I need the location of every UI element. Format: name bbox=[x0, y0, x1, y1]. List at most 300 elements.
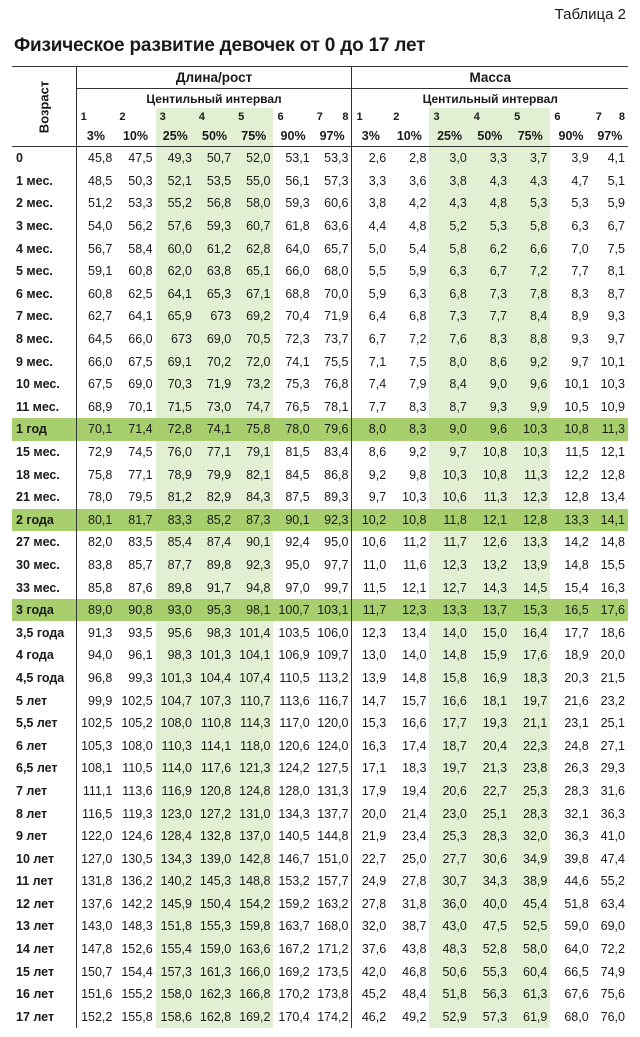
mass-value-cell: 17,6 bbox=[592, 599, 628, 622]
mass-value-cell: 4,1 bbox=[607, 151, 625, 166]
height-value-cell: 151,6 bbox=[81, 987, 113, 1002]
height-value-cell: 170,4 bbox=[278, 1009, 310, 1024]
height-value-cell: 128,0 bbox=[278, 783, 310, 798]
mass-value-cell: 67,6 bbox=[564, 987, 589, 1002]
age-cell: 15 лет bbox=[12, 960, 76, 983]
mass-value-cell: 13,3 bbox=[510, 531, 550, 554]
age-cell: 7 лет bbox=[12, 780, 76, 803]
mass-value-cell: 14,2 bbox=[564, 535, 589, 550]
age-cell: 6 лет bbox=[12, 734, 76, 757]
mass-value-cell: 34,3 bbox=[470, 870, 510, 893]
mass-value-cell: 17,7 bbox=[564, 625, 589, 640]
height-value-cell: 121,3 bbox=[234, 757, 273, 780]
height-value-cell: 78,0 bbox=[273, 418, 312, 441]
mass-interval-number: 4 bbox=[470, 108, 510, 125]
mass-value-cell: 61,9 bbox=[510, 1006, 550, 1029]
mass-value-cell: 23,2 bbox=[600, 693, 625, 708]
mass-value-cell: 28,3 bbox=[470, 825, 510, 848]
mass-value-cell: 39,8 bbox=[564, 851, 589, 866]
mass-value-cell: 12,3 bbox=[361, 625, 387, 640]
height-value-cell: 122,0 bbox=[81, 829, 113, 844]
height-value-cell: 169,2 bbox=[234, 1006, 273, 1029]
height-value-cell: 70,1 bbox=[128, 399, 153, 414]
mass-value-cell: 7,7 bbox=[470, 305, 510, 328]
mass-value-cell: 50,6 bbox=[429, 960, 469, 983]
mass-value-cell: 4,4 bbox=[368, 219, 387, 234]
height-value-cell: 101,3 bbox=[156, 667, 195, 690]
table-row bbox=[12, 576, 628, 599]
mass-value-cell: 10,8 bbox=[470, 441, 510, 464]
age-cell: 21 мес. bbox=[12, 486, 76, 509]
height-value-cell: 53,3 bbox=[313, 147, 352, 170]
height-value-cell: 100,7 bbox=[273, 599, 312, 622]
height-value-cell: 116,5 bbox=[81, 806, 113, 821]
mass-value-cell: 5,3 bbox=[571, 196, 589, 211]
height-value-cell: 144,8 bbox=[313, 825, 352, 848]
mass-value-cell: 52,5 bbox=[510, 915, 550, 938]
height-value-cell: 117,0 bbox=[279, 716, 310, 731]
mass-value-cell: 42,0 bbox=[361, 964, 387, 979]
mass-value-cell: 21,5 bbox=[600, 670, 625, 685]
height-value-cell: 120,8 bbox=[195, 780, 234, 803]
mass-value-cell: 23,8 bbox=[510, 757, 550, 780]
mass-value-cell: 8,6 bbox=[470, 350, 510, 373]
height-value-cell: 155,8 bbox=[121, 1009, 153, 1024]
table-row bbox=[12, 531, 628, 554]
height-value-cell: 134,3 bbox=[278, 806, 310, 821]
height-value-cell: 66,0 bbox=[285, 264, 310, 279]
height-value-cell: 94,0 bbox=[88, 648, 113, 663]
mass-value-cell: 6,7 bbox=[470, 260, 510, 283]
height-value-cell: 72,0 bbox=[234, 350, 273, 373]
height-value-cell: 145,9 bbox=[156, 893, 195, 916]
height-value-cell: 48,5 bbox=[88, 173, 113, 188]
mass-value-cell: 72,2 bbox=[600, 942, 625, 957]
height-value-cell: 158,6 bbox=[156, 1006, 195, 1029]
height-value-cell: 87,4 bbox=[195, 531, 234, 554]
mass-value-cell: 9,7 bbox=[571, 354, 589, 369]
mass-value-cell: 14,8 bbox=[402, 670, 427, 685]
mass-value-cell: 9,0 bbox=[470, 373, 510, 396]
mass-value-cell: 5,2 bbox=[429, 215, 469, 238]
mass-value-cell: 9,6 bbox=[510, 373, 550, 396]
height-value-cell: 152,2 bbox=[81, 1009, 113, 1024]
mass-value-cell: 3,3 bbox=[368, 173, 387, 188]
height-value-cell: 71,9 bbox=[313, 305, 352, 328]
height-value-cell: 93,0 bbox=[156, 599, 195, 622]
mass-value-cell: 3,8 bbox=[368, 196, 387, 211]
height-value-cell: 67,1 bbox=[234, 283, 273, 306]
height-value-cell: 166,8 bbox=[234, 983, 273, 1006]
height-value-cell: 153,2 bbox=[278, 874, 310, 889]
mass-value-cell: 24,9 bbox=[361, 874, 387, 889]
height-value-cell: 103,1 bbox=[313, 599, 352, 622]
mass-value-cell: 5,9 bbox=[409, 264, 427, 279]
height-value-cell: 65,9 bbox=[156, 305, 195, 328]
height-value-cell: 51,2 bbox=[88, 196, 113, 211]
mass-value-cell: 9,7 bbox=[607, 332, 625, 347]
mass-value-cell: 20,0 bbox=[361, 806, 387, 821]
mass-value-cell: 8,0 bbox=[429, 350, 469, 373]
height-value-cell: 89,3 bbox=[313, 486, 352, 509]
height-value-cell: 96,8 bbox=[88, 670, 113, 685]
height-value-cell: 127,2 bbox=[195, 802, 234, 825]
table-row bbox=[12, 938, 628, 961]
age-cell: 5,5 лет bbox=[12, 712, 76, 735]
height-value-cell: 84,5 bbox=[285, 467, 310, 482]
page-title: Физическое развитие девочек от 0 до 17 лет bbox=[14, 35, 426, 56]
age-cell: 11 мес. bbox=[12, 396, 76, 419]
mass-value-cell: 4,3 bbox=[470, 170, 510, 193]
mass-value-cell: 51,8 bbox=[564, 896, 589, 911]
height-value-cell: 150,7 bbox=[81, 964, 113, 979]
mass-value-cell: 26,3 bbox=[564, 761, 589, 776]
mass-value-cell: 16,6 bbox=[402, 716, 427, 731]
height-percentile-header: 3% bbox=[76, 125, 115, 147]
mass-value-cell: 9,2 bbox=[368, 467, 387, 482]
height-value-cell: 124,6 bbox=[121, 829, 153, 844]
age-cell: 16 лет bbox=[12, 983, 76, 1006]
height-value-cell: 61,8 bbox=[285, 219, 310, 234]
height-value-cell: 75,8 bbox=[88, 467, 113, 482]
height-value-cell: 99,3 bbox=[128, 670, 153, 685]
height-value-cell: 67,5 bbox=[88, 377, 113, 392]
mass-value-cell: 10,8 bbox=[389, 509, 429, 532]
height-value-cell: 171,2 bbox=[313, 938, 352, 961]
height-value-cell: 68,8 bbox=[285, 286, 310, 301]
height-value-cell: 90,8 bbox=[115, 599, 155, 622]
height-value-cell: 62,0 bbox=[156, 260, 195, 283]
mass-percentile-header: 90% bbox=[550, 125, 591, 147]
height-value-cell: 159,2 bbox=[278, 896, 310, 911]
mass-value-cell: 16,6 bbox=[429, 689, 469, 712]
height-value-cell: 47,5 bbox=[128, 151, 153, 166]
height-value-cell: 58,4 bbox=[128, 241, 153, 256]
mass-value-cell: 52,8 bbox=[470, 938, 510, 961]
height-value-cell: 69,0 bbox=[195, 328, 234, 351]
height-value-cell: 76,5 bbox=[285, 399, 310, 414]
mass-value-cell: 55,2 bbox=[600, 874, 625, 889]
height-value-cell: 91,3 bbox=[88, 625, 113, 640]
mass-value-cell: 3,7 bbox=[510, 147, 550, 170]
mass-value-cell: 11,5 bbox=[362, 580, 387, 595]
mass-value-cell: 8,0 bbox=[352, 418, 389, 441]
height-value-cell: 57,6 bbox=[156, 215, 195, 238]
height-value-cell: 82,9 bbox=[195, 486, 234, 509]
mass-value-cell: 34,9 bbox=[510, 847, 550, 870]
height-value-cell: 101,3 bbox=[195, 644, 234, 667]
height-value-cell: 151,0 bbox=[313, 847, 352, 870]
age-cell: 3 года bbox=[12, 599, 76, 622]
mass-value-cell: 25,1 bbox=[470, 802, 510, 825]
mass-value-cell: 23,0 bbox=[429, 802, 469, 825]
mass-value-cell: 6,4 bbox=[368, 309, 387, 324]
mass-value-cell: 9,2 bbox=[409, 445, 427, 460]
mass-value-cell: 30,6 bbox=[470, 847, 510, 870]
height-value-cell: 128,4 bbox=[156, 825, 195, 848]
height-interval-number: 1 bbox=[80, 110, 87, 123]
height-value-cell: 69,1 bbox=[156, 350, 195, 373]
age-cell: 8 мес. bbox=[12, 328, 76, 351]
height-value-cell: 56,7 bbox=[88, 241, 113, 256]
height-value-cell: 134,3 bbox=[156, 847, 195, 870]
height-value-cell: 84,3 bbox=[234, 486, 273, 509]
mass-value-cell: 5,1 bbox=[607, 173, 625, 188]
mass-value-cell: 4,3 bbox=[429, 192, 469, 215]
height-value-cell: 147,8 bbox=[81, 942, 113, 957]
mass-value-cell: 19,3 bbox=[470, 712, 510, 735]
height-value-cell: 159,0 bbox=[195, 938, 234, 961]
height-value-cell: 83,8 bbox=[88, 557, 113, 572]
mass-value-cell: 20,3 bbox=[564, 670, 589, 685]
height-value-cell: 62,5 bbox=[128, 286, 153, 301]
height-value-cell: 63,6 bbox=[313, 215, 352, 238]
height-value-cell: 95,0 bbox=[313, 531, 352, 554]
age-cell: 4 мес. bbox=[12, 237, 76, 260]
height-value-cell: 145,3 bbox=[195, 870, 234, 893]
table-row bbox=[12, 373, 628, 396]
age-cell: 27 мес. bbox=[12, 531, 76, 554]
table-row bbox=[12, 757, 628, 780]
mass-value-cell: 11,8 bbox=[429, 509, 469, 532]
height-value-cell: 113,6 bbox=[279, 693, 310, 708]
mass-value-cell: 16,4 bbox=[510, 621, 550, 644]
height-value-cell: 157,3 bbox=[156, 960, 195, 983]
mass-interval-number: 7 8 bbox=[595, 110, 625, 123]
mass-value-cell: 25,0 bbox=[402, 851, 427, 866]
mass-value-cell: 25,1 bbox=[600, 716, 625, 731]
mass-value-cell: 36,0 bbox=[429, 893, 469, 916]
mass-percentile-header: 97% bbox=[592, 125, 628, 147]
height-value-cell: 120,6 bbox=[278, 738, 310, 753]
mass-value-cell: 6,7 bbox=[607, 219, 625, 234]
height-value-cell: 170,2 bbox=[278, 987, 310, 1002]
height-value-cell: 94,8 bbox=[234, 576, 273, 599]
height-value-cell: 98,1 bbox=[234, 599, 273, 622]
mass-value-cell: 8,4 bbox=[510, 305, 550, 328]
mass-value-cell: 10,2 bbox=[352, 509, 389, 532]
height-value-cell: 74,1 bbox=[195, 418, 234, 441]
height-value-cell: 673 bbox=[156, 328, 195, 351]
mass-value-cell: 10,3 bbox=[510, 418, 550, 441]
mass-value-cell: 8,4 bbox=[429, 373, 469, 396]
age-cell: 3 мес. bbox=[12, 215, 76, 238]
height-value-cell: 79,6 bbox=[313, 418, 352, 441]
height-value-cell: 70,5 bbox=[234, 328, 273, 351]
mass-value-cell: 12,8 bbox=[564, 490, 589, 505]
mass-value-cell: 36,3 bbox=[564, 829, 589, 844]
mass-value-cell: 4,3 bbox=[510, 170, 550, 193]
mass-value-cell: 31,6 bbox=[600, 783, 625, 798]
height-percentile-header: 90% bbox=[273, 125, 312, 147]
age-cell: 6,5 лет bbox=[12, 757, 76, 780]
height-value-cell: 89,8 bbox=[156, 576, 195, 599]
mass-value-cell: 40,0 bbox=[470, 893, 510, 916]
height-value-cell: 90,1 bbox=[273, 509, 312, 532]
height-value-cell: 83,3 bbox=[156, 509, 195, 532]
mass-value-cell: 55,3 bbox=[470, 960, 510, 983]
height-value-cell: 106,0 bbox=[313, 621, 352, 644]
mass-value-cell: 8,1 bbox=[607, 264, 625, 279]
mass-value-cell: 12,1 bbox=[470, 509, 510, 532]
mass-value-cell: 7,0 bbox=[571, 241, 589, 256]
height-value-cell: 142,2 bbox=[121, 896, 153, 911]
height-value-cell: 72,8 bbox=[156, 418, 195, 441]
height-value-cell: 81,7 bbox=[115, 509, 155, 532]
height-value-cell: 151,8 bbox=[156, 915, 195, 938]
mass-value-cell: 6,7 bbox=[368, 332, 387, 347]
age-cell: 30 мес. bbox=[12, 554, 76, 577]
height-value-cell: 105,2 bbox=[121, 716, 153, 731]
height-value-cell: 106,9 bbox=[278, 648, 310, 663]
mass-value-cell: 16,9 bbox=[470, 667, 510, 690]
height-value-cell: 74,5 bbox=[128, 445, 153, 460]
mass-value-cell: 14,1 bbox=[592, 509, 628, 532]
table-row bbox=[12, 170, 628, 193]
height-value-cell: 96,1 bbox=[128, 648, 153, 663]
mass-value-cell: 7,7 bbox=[368, 399, 387, 414]
height-interval-number: 7 8 bbox=[313, 108, 352, 125]
mass-value-cell: 10,1 bbox=[600, 354, 625, 369]
height-value-cell: 71,9 bbox=[195, 373, 234, 396]
height-value-cell: 85,8 bbox=[88, 580, 113, 595]
table-row bbox=[12, 689, 628, 712]
height-value-cell: 65,7 bbox=[313, 237, 352, 260]
mass-value-cell: 7,5 bbox=[607, 241, 625, 256]
height-value-cell: 69,2 bbox=[234, 305, 273, 328]
mass-value-cell: 21,9 bbox=[361, 829, 387, 844]
mass-value-cell: 8,7 bbox=[607, 286, 625, 301]
mass-value-cell: 20,6 bbox=[429, 780, 469, 803]
mass-value-cell: 69,0 bbox=[600, 919, 625, 934]
height-percentile-header: 10% bbox=[115, 125, 155, 147]
height-interval-number: 4 bbox=[195, 108, 234, 125]
mass-value-cell: 49,2 bbox=[402, 1009, 427, 1024]
mass-value-cell: 44,6 bbox=[564, 874, 589, 889]
mass-value-cell: 75,6 bbox=[600, 987, 625, 1002]
height-value-cell: 152,6 bbox=[121, 942, 153, 957]
table-row bbox=[12, 509, 628, 532]
height-value-cell: 137,7 bbox=[313, 802, 352, 825]
height-value-cell: 60,7 bbox=[234, 215, 273, 238]
mass-value-cell: 18,3 bbox=[510, 667, 550, 690]
table-row bbox=[12, 554, 628, 577]
table-row bbox=[12, 621, 628, 644]
height-value-cell: 158,0 bbox=[156, 983, 195, 1006]
height-value-cell: 174,2 bbox=[313, 1006, 352, 1029]
mass-value-cell: 8,6 bbox=[368, 445, 387, 460]
height-value-cell: 70,3 bbox=[156, 373, 195, 396]
age-cell: 9 лет bbox=[12, 825, 76, 848]
mass-value-cell: 20,0 bbox=[600, 648, 625, 663]
height-value-cell: 132,8 bbox=[195, 825, 234, 848]
height-value-cell: 95,6 bbox=[156, 621, 195, 644]
age-cell: 5 лет bbox=[12, 689, 76, 712]
mass-value-cell: 41,0 bbox=[600, 829, 625, 844]
mass-value-cell: 3,3 bbox=[470, 147, 510, 170]
height-value-cell: 53,1 bbox=[285, 151, 310, 166]
height-value-cell: 103,5 bbox=[278, 625, 310, 640]
age-cell: 6 мес. bbox=[12, 283, 76, 306]
mass-value-cell: 3,0 bbox=[429, 147, 469, 170]
height-value-cell: 60,8 bbox=[128, 264, 153, 279]
height-value-cell: 95,0 bbox=[285, 557, 310, 572]
mass-value-cell: 5,9 bbox=[607, 196, 625, 211]
mass-value-cell: 21,4 bbox=[402, 806, 427, 821]
mass-value-cell: 21,1 bbox=[510, 712, 550, 735]
height-value-cell: 113,6 bbox=[122, 783, 153, 798]
mass-value-cell: 5,4 bbox=[409, 241, 427, 256]
mass-value-cell: 27,8 bbox=[361, 896, 387, 911]
table-row bbox=[12, 283, 628, 306]
mass-value-cell: 7,3 bbox=[470, 283, 510, 306]
height-value-cell: 114,1 bbox=[195, 734, 234, 757]
mass-value-cell: 43,0 bbox=[429, 915, 469, 938]
mass-value-cell: 43,8 bbox=[402, 942, 427, 957]
mass-value-cell: 21,6 bbox=[564, 693, 589, 708]
mass-value-cell: 11,5 bbox=[565, 445, 589, 460]
height-value-cell: 85,4 bbox=[156, 531, 195, 554]
height-value-cell: 83,5 bbox=[128, 535, 153, 550]
table-row bbox=[12, 350, 628, 373]
height-value-cell: 95,3 bbox=[195, 599, 234, 622]
height-value-cell: 78,0 bbox=[88, 490, 113, 505]
height-value-cell: 59,3 bbox=[285, 196, 310, 211]
height-value-cell: 159,8 bbox=[234, 915, 273, 938]
height-value-cell: 110,7 bbox=[234, 689, 273, 712]
age-cell: 12 лет bbox=[12, 893, 76, 916]
mass-value-cell: 8,8 bbox=[510, 328, 550, 351]
height-value-cell: 98,3 bbox=[156, 644, 195, 667]
mass-value-cell: 76,0 bbox=[600, 1009, 625, 1024]
mass-value-cell: 63,4 bbox=[600, 896, 625, 911]
height-value-cell: 62,8 bbox=[234, 237, 273, 260]
mass-value-cell: 2,6 bbox=[368, 151, 387, 166]
height-value-cell: 67,5 bbox=[128, 354, 153, 369]
mass-value-cell: 9,2 bbox=[510, 350, 550, 373]
mass-value-cell: 10,1 bbox=[564, 377, 589, 392]
height-value-cell: 118,0 bbox=[234, 734, 273, 757]
mass-value-cell: 15,7 bbox=[402, 693, 427, 708]
height-value-cell: 110,5 bbox=[122, 761, 153, 776]
mass-value-cell: 18,6 bbox=[600, 625, 625, 640]
height-value-cell: 150,4 bbox=[195, 893, 234, 916]
height-value-cell: 71,4 bbox=[115, 418, 155, 441]
height-value-cell: 90,1 bbox=[234, 531, 273, 554]
height-value-cell: 75,5 bbox=[313, 350, 352, 373]
height-value-cell: 79,9 bbox=[195, 463, 234, 486]
mass-value-cell: 7,3 bbox=[429, 305, 469, 328]
height-value-cell: 73,7 bbox=[313, 328, 352, 351]
mass-centile-label: Центильный интервал bbox=[422, 91, 558, 106]
height-value-cell: 77,1 bbox=[195, 441, 234, 464]
height-value-cell: 72,3 bbox=[285, 332, 310, 347]
height-value-cell: 76,8 bbox=[313, 373, 352, 396]
height-value-cell: 87,7 bbox=[156, 554, 195, 577]
table-row bbox=[12, 328, 628, 351]
mass-value-cell: 60,4 bbox=[510, 960, 550, 983]
mass-value-cell: 14,0 bbox=[429, 621, 469, 644]
mass-value-cell: 19,4 bbox=[402, 783, 427, 798]
table-row bbox=[12, 599, 628, 622]
height-value-cell: 85,2 bbox=[195, 509, 234, 532]
mass-value-cell: 12,1 bbox=[600, 445, 625, 460]
mass-value-cell: 15,3 bbox=[361, 716, 387, 731]
mass-value-cell: 6,2 bbox=[470, 237, 510, 260]
height-value-cell: 59,1 bbox=[88, 264, 113, 279]
height-value-cell: 57,3 bbox=[313, 170, 352, 193]
mass-value-cell: 7,6 bbox=[429, 328, 469, 351]
